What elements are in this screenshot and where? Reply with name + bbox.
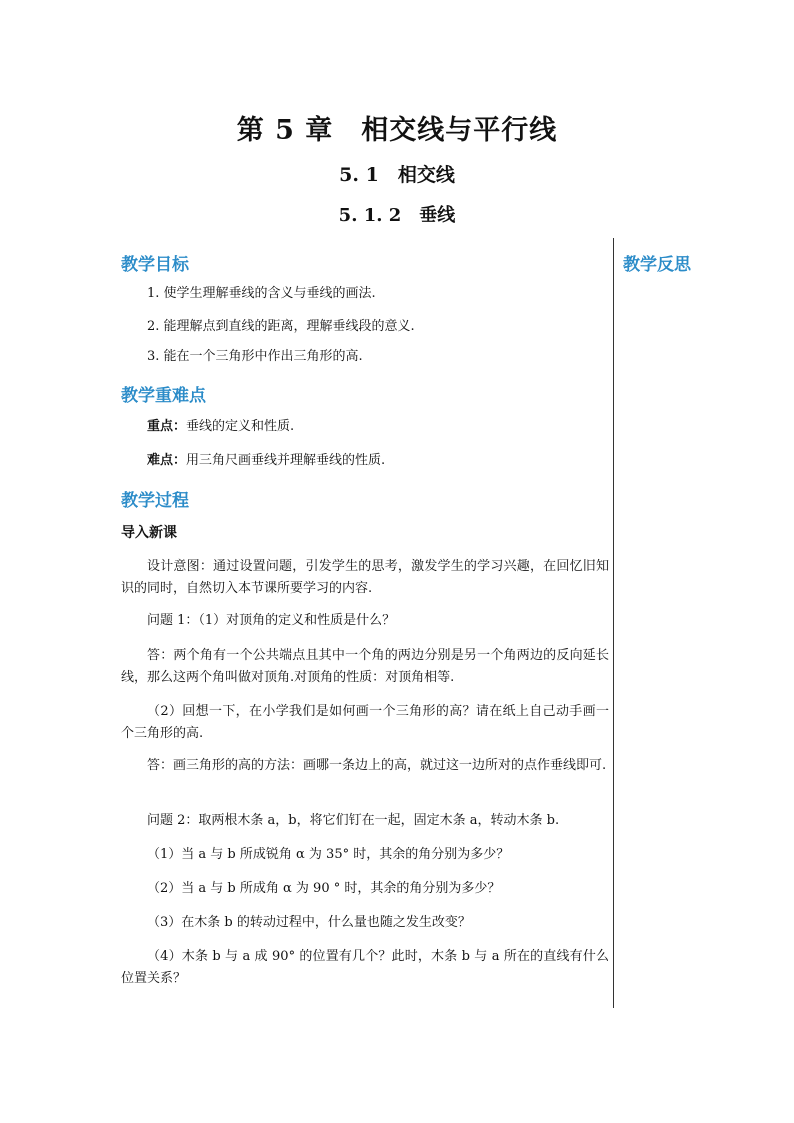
reflection-heading: 教学反思 xyxy=(623,255,691,275)
paragraph: 设计意图：通过设置问题，引发学生的思考，激发学生的学习兴趣，在回忆旧知识的同时，自然切入本节课所要学习的内容. xyxy=(121,559,609,596)
focus-text: 垂线的定义和性质. xyxy=(186,419,295,434)
paragraph: 问题 2：取两根木条 a，b，将它们钉在一起，固定木条 a，转动木条 b. xyxy=(147,813,560,828)
paragraph: （3）在木条 b 的转动过程中，什么量也随之发生改变？ xyxy=(147,915,471,930)
objective-item-1: 1. 使学生理解垂线的含义与垂线的画法. xyxy=(147,286,376,301)
paragraph: （2）回想一下，在小学我们是如何画一个三角形的高？请在纸上自己动手画一个三角形的高. xyxy=(121,704,609,741)
paragraph: 问题 1：（1）对顶角的定义和性质是什么？ xyxy=(147,613,396,628)
objectives-heading: 教学目标 xyxy=(121,255,189,275)
difficulty-line xyxy=(121,450,609,472)
paragraph: 答：两个角有一个公共端点且其中一个角的两边分别是另一个角两边的反向延长线，那么这两个角叫做对顶角.对顶角的性质：对顶角相等. xyxy=(121,648,609,685)
paragraph: 答：画三角形的高的方法：画哪一条边上的高，就过这一边所对的点作垂线即可. xyxy=(147,758,607,773)
chapter-title: 第 5 章 相交线与平行线 xyxy=(236,115,558,146)
objective-item-2: 2. 能理解点到直线的距离，理解垂线段的意义. xyxy=(147,319,415,334)
difficulty-label: 难点： xyxy=(147,453,187,468)
process-heading: 教学过程 xyxy=(121,491,189,511)
focus-line xyxy=(121,416,609,438)
subsection-title: 5. 1. 2 垂线 xyxy=(338,205,456,226)
keypoints-heading: 教学重难点 xyxy=(121,386,206,406)
difficulty-text: 用三角尺画垂线并理解垂线的性质. xyxy=(186,453,386,468)
section-title: 5. 1 相交线 xyxy=(339,164,455,186)
focus-label: 重点： xyxy=(147,419,187,434)
column-divider xyxy=(613,238,614,1008)
intro-subheading: 导入新课 xyxy=(121,525,177,541)
paragraph: （4）木条 b 与 a 成 90° 的位置有几个？此时，木条 b 与 a 所在的直线有什么位置关系？ xyxy=(121,949,609,986)
paragraph: （1）当 a 与 b 所成锐角 α 为 35° 时，其余的角分别为多少？ xyxy=(147,847,510,862)
objective-item-3: 3. 能在一个三角形中作出三角形的高. xyxy=(147,349,363,364)
paragraph: （2）当 a 与 b 所成角 α 为 90 ° 时，其余的角分别为多少？ xyxy=(147,881,501,896)
